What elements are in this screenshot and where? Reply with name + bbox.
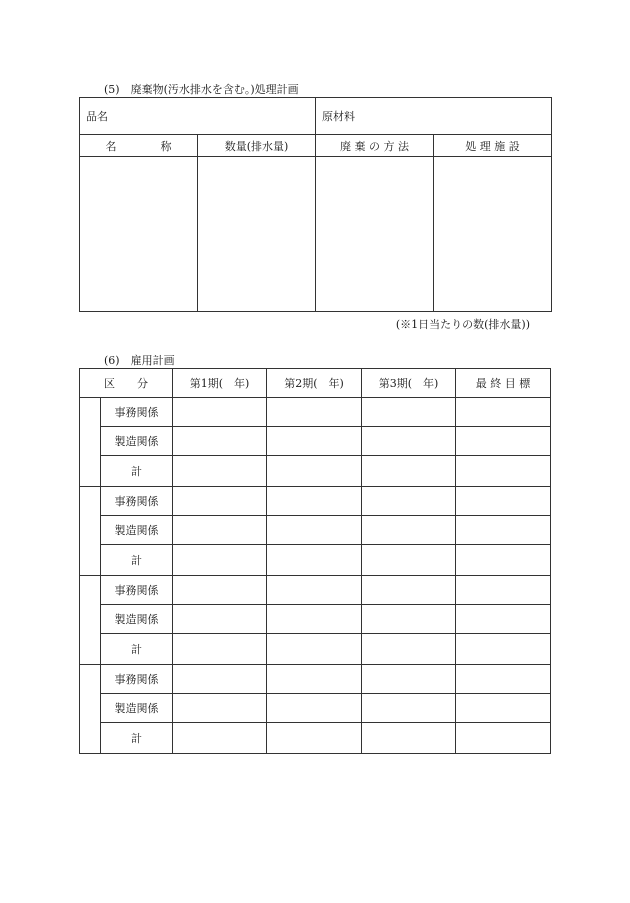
data-cell[interactable] — [362, 487, 456, 516]
data-cell[interactable] — [267, 723, 362, 754]
data-cell[interactable] — [267, 634, 362, 665]
row-label: 製造関係 — [101, 605, 173, 634]
data-cell[interactable] — [456, 427, 551, 456]
data-cell[interactable] — [456, 723, 551, 754]
header-final-target: 最 終 目 標 — [456, 369, 551, 398]
data-cell[interactable] — [362, 634, 456, 665]
product-name-cell[interactable] — [80, 98, 316, 135]
data-cell[interactable] — [362, 605, 456, 634]
data-cell[interactable] — [456, 576, 551, 605]
waste-plan-table — [79, 97, 552, 312]
data-cell[interactable] — [362, 694, 456, 723]
group-label-cell[interactable] — [80, 576, 101, 665]
raw-material-label: 原材料 — [322, 110, 355, 123]
header-disposal-method: 廃 棄 の 方 法 — [316, 135, 434, 157]
product-name-label: 品名 — [86, 110, 108, 123]
data-cell[interactable] — [362, 545, 456, 576]
group-label-cell[interactable] — [80, 487, 101, 576]
data-cell[interactable] — [173, 605, 267, 634]
data-cell[interactable] — [173, 487, 267, 516]
data-cell[interactable] — [173, 576, 267, 605]
data-cell[interactable] — [267, 427, 362, 456]
header-period3: 第3期( 年) — [362, 369, 456, 398]
section6-title: (6) 雇用計画 — [104, 354, 175, 367]
data-cell[interactable] — [267, 516, 362, 545]
quantity-entry-cell[interactable] — [198, 157, 316, 312]
data-cell[interactable] — [267, 487, 362, 516]
data-cell[interactable] — [173, 516, 267, 545]
raw-material-cell[interactable] — [316, 98, 552, 135]
data-cell[interactable] — [173, 398, 267, 427]
row-label-total: 計 — [101, 723, 173, 754]
row-label: 事務関係 — [101, 665, 173, 694]
data-cell[interactable] — [456, 605, 551, 634]
header-category: 区 分 — [80, 369, 173, 398]
data-cell[interactable] — [456, 545, 551, 576]
name-entry-cell[interactable] — [80, 157, 198, 312]
data-cell[interactable] — [173, 694, 267, 723]
data-cell[interactable] — [456, 694, 551, 723]
header-quantity: 数量(排水量) — [198, 135, 316, 157]
data-cell[interactable] — [456, 456, 551, 487]
data-cell[interactable] — [456, 487, 551, 516]
header-name: 名 称 — [80, 135, 198, 157]
data-cell[interactable] — [456, 516, 551, 545]
data-cell[interactable] — [173, 665, 267, 694]
data-cell[interactable] — [267, 576, 362, 605]
row-label-total: 計 — [101, 456, 173, 487]
data-cell[interactable] — [362, 516, 456, 545]
data-cell[interactable] — [267, 398, 362, 427]
data-cell[interactable] — [267, 665, 362, 694]
row-label-total: 計 — [101, 634, 173, 665]
per-day-note: (※1日当たりの数(排水量)) — [395, 318, 530, 331]
data-cell[interactable] — [173, 545, 267, 576]
section5-title: (5) 廃棄物(汚水排水を含む。)処理計画 — [104, 83, 299, 96]
data-cell[interactable] — [456, 398, 551, 427]
data-cell[interactable] — [456, 665, 551, 694]
header-period2: 第2期( 年) — [267, 369, 362, 398]
row-label: 製造関係 — [101, 516, 173, 545]
data-cell[interactable] — [267, 545, 362, 576]
disposal-method-entry-cell[interactable] — [316, 157, 434, 312]
row-label: 事務関係 — [101, 487, 173, 516]
header-period1: 第1期( 年) — [173, 369, 267, 398]
row-label: 製造関係 — [101, 427, 173, 456]
group-label-cell[interactable] — [80, 398, 101, 487]
data-cell[interactable] — [267, 605, 362, 634]
row-label-total: 計 — [101, 545, 173, 576]
data-cell[interactable] — [173, 723, 267, 754]
data-cell[interactable] — [267, 456, 362, 487]
data-cell[interactable] — [362, 456, 456, 487]
data-cell[interactable] — [362, 723, 456, 754]
data-cell[interactable] — [267, 694, 362, 723]
data-cell[interactable] — [173, 456, 267, 487]
data-cell[interactable] — [456, 634, 551, 665]
data-cell[interactable] — [362, 665, 456, 694]
row-label: 製造関係 — [101, 694, 173, 723]
employment-plan-table — [79, 368, 551, 754]
row-label: 事務関係 — [101, 398, 173, 427]
row-label: 事務関係 — [101, 576, 173, 605]
data-cell[interactable] — [173, 427, 267, 456]
header-facility: 処 理 施 設 — [434, 135, 552, 157]
data-cell[interactable] — [362, 398, 456, 427]
group-label-cell[interactable] — [80, 665, 101, 754]
data-cell[interactable] — [362, 576, 456, 605]
data-cell[interactable] — [173, 634, 267, 665]
data-cell[interactable] — [362, 427, 456, 456]
facility-entry-cell[interactable] — [434, 157, 552, 312]
